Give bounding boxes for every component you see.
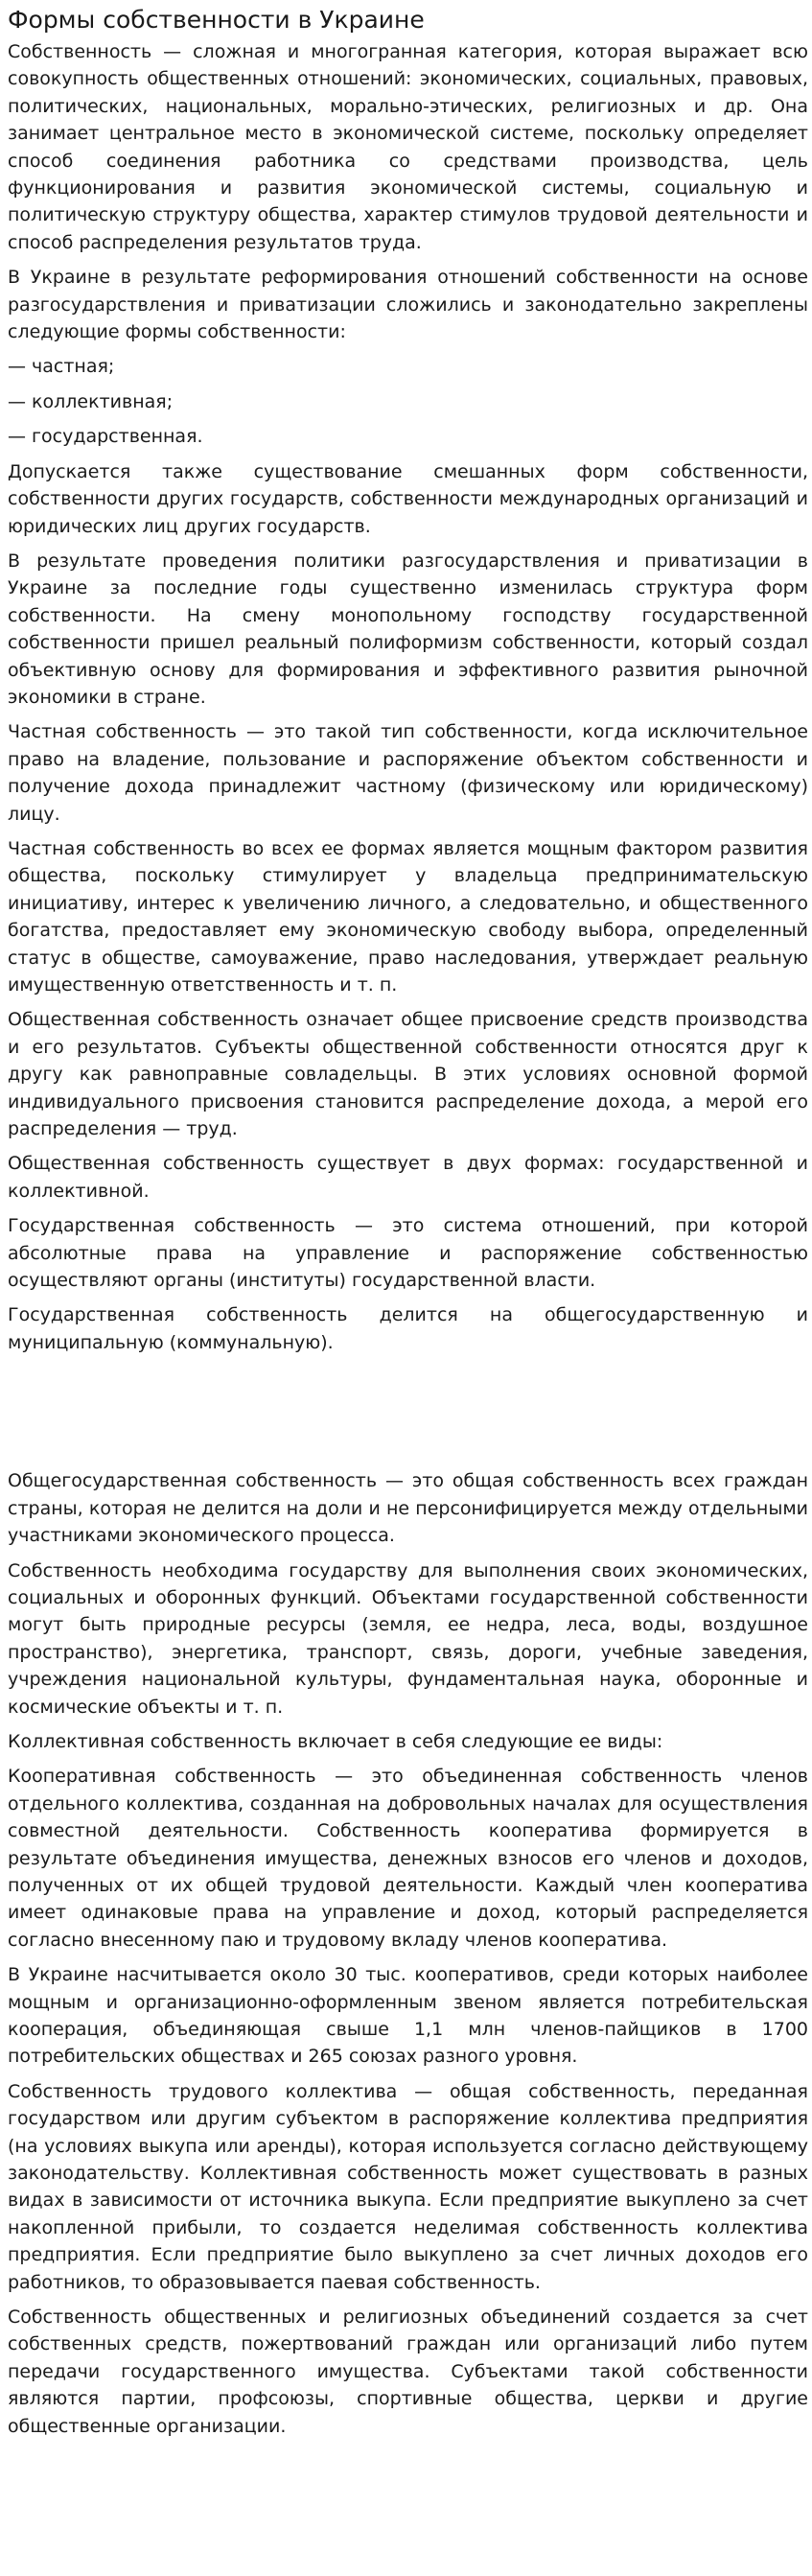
article-paragraph: Собственность необходима государству для выполнения своих экономических, социальных и оборонных функций. Объектами государственной собственности могут быть природные ресурсы (земля, ее недра, леса, воды, воздушное пространство), энергетика, транспорт, связь, дороги, учебные заведения, учреждения национальной культуры, фундаментальная наука, оборонные и космические объекты и т. п. (8, 1559, 808, 1718)
article-paragraph: Кооперативная собственность — это объединенная собственность членов отдельного коллектива, созданная на добровольных началах для осуществления совместной деятельности. Собственность кооператива формируется в результате объединения имущества, денежных взносов его членов и доходов, полученных от их общей трудовой деятельности. Каждый член кооператива имеет одинаковые права на управление и доход, который распределяется согласно внесенному паю и трудовому вкладу членов кооператива. (8, 1766, 808, 1951)
article-paragraph: Коллективная собственность включает в себя следующие ее виды: (8, 1730, 663, 1752)
article-paragraph: Частная собственность — это такой тип собственности, когда исключительное право на владение, пользование и распоряжение объектом собственности и получение дохода принадлежит частному (физическому или юридическому) лицу. (8, 721, 808, 825)
article (8, 0, 808, 2447)
article-paragraph: Допускается также существование смешанных форм собственности, собственности других государств, собственности международных организаций и юридических лиц других государств. (8, 460, 808, 537)
article-paragraph: Собственность общественных и религиозных объединений создается за счет собственных средств, пожертвований граждан или организаций либо путем передачи государственного имущества. Субъектами такой собственности являются партии, профсоюзы, спортивные общества, церкви и другие общественные организации. (8, 2307, 808, 2437)
article-paragraph: Общественная собственность означает общее присвоение средств производства и его результатов. Субъекты общественной собственности относятся друг к другу как равноправные совладельцы. В этих условиях основной формой индивидуального присвоения становится распределение дохода, а мерой его распределения — труд. (8, 1009, 808, 1140)
article-paragraph: Общественная собственность существует в двух формах: государственной и коллективной. (8, 1153, 808, 1202)
article-paragraph: Собственность — сложная и многогранная категория, которая выражает всю совокупность общественных отношений: экономических, социальных, правовых, политических, национальных, морально-этических, религиозных и др. Она занимает центральное место в экономической системе, поскольку определяет способ соединения работника со средствами производства, цель функционирования и развития экономической системы, социальную и политическую структуру общества, характер стимулов трудовой деятельности и способ распределения результатов труда. (8, 41, 808, 253)
article-paragraph: В Украине насчитывается около 30 тыс. кооперативов, среди которых наиболее мощным и организационно-оформленным звеном является потребительская кооперация, объединяющая свыше 1,1 млн членов-пайщиков в 1700 потребительских обществах и 265 союзах разного уровня. (8, 1964, 808, 2068)
article-title: Формы собственности в Украине (8, 6, 425, 34)
article-paragraph: Общегосударственная собственность — это общая собственность всех граждан страны, которая не делится на доли и не персонифицируется между отдельными участниками экономического процесса. (8, 1470, 808, 1547)
blank-spacer (8, 1364, 808, 1467)
article-paragraph: Частная собственность во всех ее формах является мощным фактором развития общества, поскольку стимулирует у владельца предпринимательскую инициативу, интерес к увеличению личного, а следовательно, и общественного богатства, предоставляет ему экономическую свободу выбора, определенный статус в обществе, самоуважение, право наследования, утверждает реальную имущественную ответственность и т. п. (8, 837, 808, 995)
article-paragraph: В Украине в результате реформирования отношений собственности на основе разгосударствления и приватизации сложились и законодательно закреплены следующие формы собственности: (8, 267, 808, 343)
list-item: — коллективная; (8, 390, 174, 412)
list-item: — государственная. (8, 426, 203, 448)
article-paragraph: Государственная собственность — это система отношений, при которой абсолютные права на управление и распоряжение собственностью осуществляют органы (институты) государственной власти. (8, 1215, 808, 1292)
article-paragraph: Государственная собственность делится на общегосударственную и муниципальную (коммунальную). (8, 1304, 808, 1353)
article-paragraph: Собственность трудового коллектива — общая собственность, переданная государством или другим субъектом в распоряжение коллектива предприятия (на условиях выкупа или аренды), которая используется согласно действующему законодательству. Коллективная собственность может существовать в разных видах в зависимости от источника выкупа. Если предприятие выкуплено за счет накопленной прибыли, то создается неделимая собственность коллектива предприятия. Если предприятие было выкуплено за счет личных доходов его работников, то образовывается паевая собственность. (8, 2080, 808, 2293)
list-item: — частная; (8, 356, 115, 378)
article-paragraph: В результате проведения политики разгосударствления и приватизации в Украине за последние годы существенно изменилась структура форм собственности. На смену монопольному господству государственной собственности пришел реальный полиформизм собственности, который создал объективную основу для формирования и эффективного развития рыночной экономики в стране. (8, 550, 808, 708)
